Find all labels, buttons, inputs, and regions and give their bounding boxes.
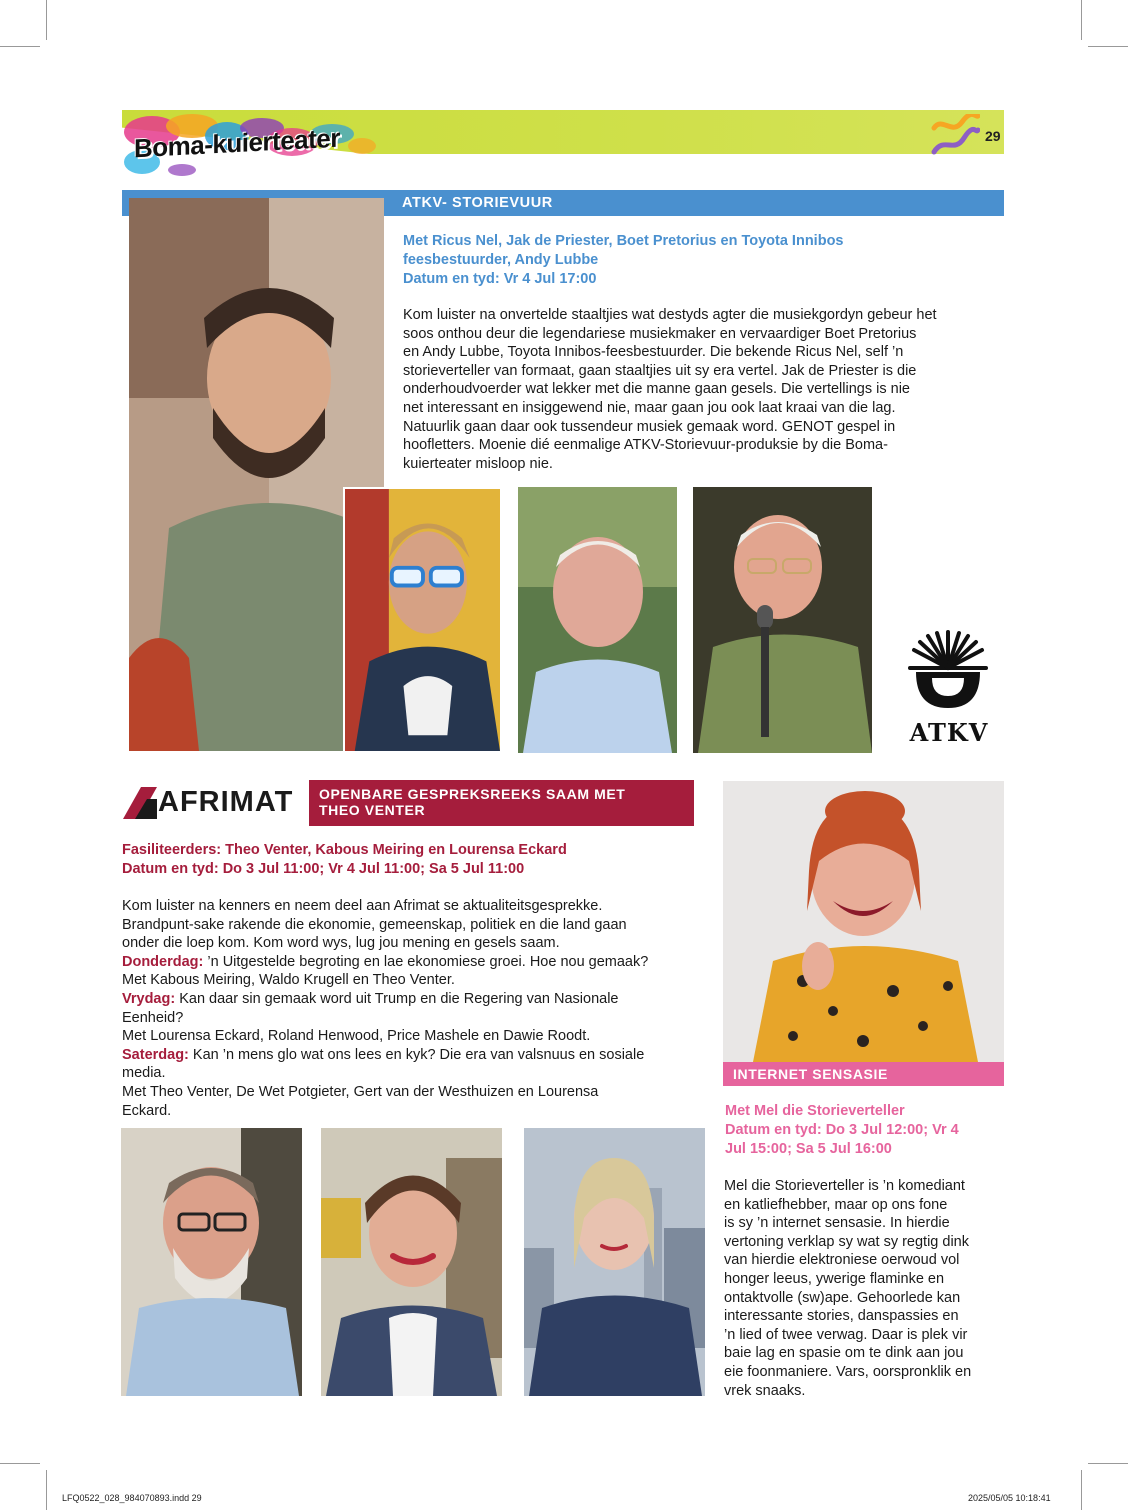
schedule-day — [122, 1046, 717, 1065]
body-storievuur — [403, 306, 1003, 473]
crop-mark — [46, 0, 47, 40]
footer-filename: LFQ0522_028_984070893.indd 29 — [62, 1493, 202, 1503]
body-line: net interessant en insiggewend nie, maar gaan jou ook laat kraai van die lag. — [403, 399, 896, 416]
photo-lourensa-eckard — [524, 1128, 705, 1396]
day-label: Donderdag: — [122, 953, 204, 970]
crop-mark — [1081, 1470, 1082, 1510]
crop-mark — [1088, 1463, 1128, 1464]
body-line: Kom luister na kenners en neem deel aan Afrimat se aktualiteitsgesprekke. — [122, 898, 603, 914]
day-speakers-cont: Eckard. — [122, 1102, 172, 1119]
subhead-sensasie: Met Mel die Storieverteller Datum en tyd: Do 3 Jul 12:00; Vr 4 Jul 15:00; Sa 5 Jul 16:00 — [725, 1103, 959, 1157]
subhead-afrimat: Fasiliteerders: Theo Venter, Kabous Meiring en Lourensa Eckard Datum en tyd: Do 3 Jul 11:00; Vr 4 Jul 11:00; Sa 5 Jul 11:00 — [122, 842, 567, 877]
day-speakers: Met Theo Venter, De Wet Potgieter, Gert van der Westhuizen en Lourensa — [122, 1083, 599, 1100]
section-title: INTERNET SENSASIE — [733, 1066, 888, 1082]
day-topic-cont: media. — [122, 1065, 166, 1082]
day-topic-cont: Eenheid? — [122, 1009, 184, 1026]
crop-mark — [1081, 0, 1082, 40]
body-line: storieverteller van formaat, gaan staaltjies uit sy era vertel. Jak de Priester is die — [403, 362, 917, 379]
photo-boet-pretorius — [518, 487, 677, 753]
body-line: Kom luister na onvertelde staaltjies wat destyds agter die musiekgordyn gebeur het — [403, 307, 937, 323]
subhead-storievuur: Met Ricus Nel, Jak de Priester, Boet Pretorius en Toyota Innibos feesbestuurder, Andy Lubbe Datum en tyd: Vr 4 Jul 17:00 — [403, 233, 844, 287]
footer-timestamp: 2025/05/05 10:18:41 — [968, 1493, 1051, 1503]
crop-mark — [46, 1470, 47, 1510]
photo-kabous-meiring — [321, 1128, 502, 1396]
atkv-logo-text: ATKV — [909, 718, 989, 747]
swirl-logo-icon — [930, 114, 980, 156]
body-line: eie foonmaniere. Vars, oorspronklik en — [724, 1363, 972, 1380]
body-line: onder die loep kom. Kom word wys, lug jou mening en gesels saam. — [122, 935, 560, 952]
day-speakers: Met Kabous Meiring, Waldo Krugell en Theo Venter. — [122, 972, 455, 989]
section-bar-afrimat — [309, 780, 694, 826]
body-line: vrek snaaks. — [724, 1382, 806, 1399]
body-line: Brandpunt-sake rakende die ekonomie, gemeenskap, politiek en die land gaan — [122, 916, 627, 933]
brand-title: Boma-kuierteater — [134, 122, 340, 164]
photo-jak-de-priester — [343, 487, 502, 753]
photo-theo-venter — [121, 1128, 302, 1396]
body-line: en Andy Lubbe, Toyota Innibos-feesbestuurder. Die bekende Ricus Nel, self ’n — [403, 344, 904, 361]
day-speakers: Met Lourensa Eckard, Roland Henwood, Price Mashele en Dawie Roodt. — [122, 1028, 591, 1045]
body-line: Natuurlik gaan daar ook tussendeur musiek gemaak word. GENOT gespel in — [403, 418, 896, 435]
schedule-day — [122, 990, 717, 1009]
page-number: 29 — [985, 128, 1001, 144]
day-label: Saterdag: — [122, 1046, 189, 1063]
afrimat-logo-icon — [123, 787, 157, 819]
body-afrimat — [122, 897, 717, 1120]
body-line: ’n lied of twee verwag. Daar is plek vir — [724, 1326, 968, 1343]
body-line: vertoning verklap sy wat sy regtig dink — [724, 1233, 969, 1250]
day-topic: Kan daar sin gemaak word uit Trump en die Regering van Nasionale — [175, 990, 619, 1007]
body-line: hoofletters. Moenie dié eenmalige ATKV-Storievuur-produksie by die Boma- — [403, 437, 888, 454]
photo-andy-lubbe — [693, 487, 872, 753]
atkv-sunburst-icon — [906, 628, 990, 712]
body-sensasie — [724, 1177, 1009, 1400]
day-topic: ’n Uitgestelde begroting en lae ekonomiese groei. Hoe nou gemaak? — [203, 953, 649, 970]
body-line: Mel die Storieverteller is ’n komediant — [724, 1178, 965, 1194]
body-line: interessante stories, danspassies en — [724, 1308, 959, 1325]
body-line: ontaktvolle (sw)ape. Gehoorlede kan — [724, 1289, 961, 1306]
crop-mark — [0, 46, 40, 47]
afrimat-logo-text: AFRIMAT — [158, 786, 294, 818]
crop-mark — [0, 1463, 40, 1464]
crop-mark — [1088, 46, 1128, 47]
body-line: baie lag en spasie om te dink aan jou — [724, 1345, 964, 1362]
photo-mel-die-storieverteller — [723, 781, 1004, 1062]
section-title: THEO VENTER — [319, 802, 426, 818]
section-bar-sensasie — [723, 1062, 1004, 1086]
body-line: onderhoudvoerder wat lekker met die manne gaan gesels. Die vertellings is nie — [403, 381, 910, 398]
body-line: van hierdie elektroniese oerwoud vol — [724, 1252, 960, 1269]
section-title: OPENBARE GESPREKSREEKS SAAM MET — [319, 786, 626, 802]
schedule-day — [122, 953, 717, 972]
body-line: kuierteater misloop nie. — [403, 455, 553, 472]
body-line: is sy ’n internet sensasie. In hierdie — [724, 1215, 950, 1232]
body-line: honger leeus, ywerige flaminke en — [724, 1270, 945, 1287]
day-label: Vrydag: — [122, 990, 176, 1007]
section-title: ATKV- STORIEVUUR — [402, 195, 553, 211]
body-line: soos onthou deur die legendariese musiekmaker en vervaardiger Boet Pretorius — [403, 325, 917, 342]
body-line: en katliefhebber, maar op ons fone — [724, 1196, 948, 1213]
day-topic: Kan ’n mens glo wat ons lees en kyk? Die era van valsnuus en sosiale — [188, 1046, 645, 1063]
